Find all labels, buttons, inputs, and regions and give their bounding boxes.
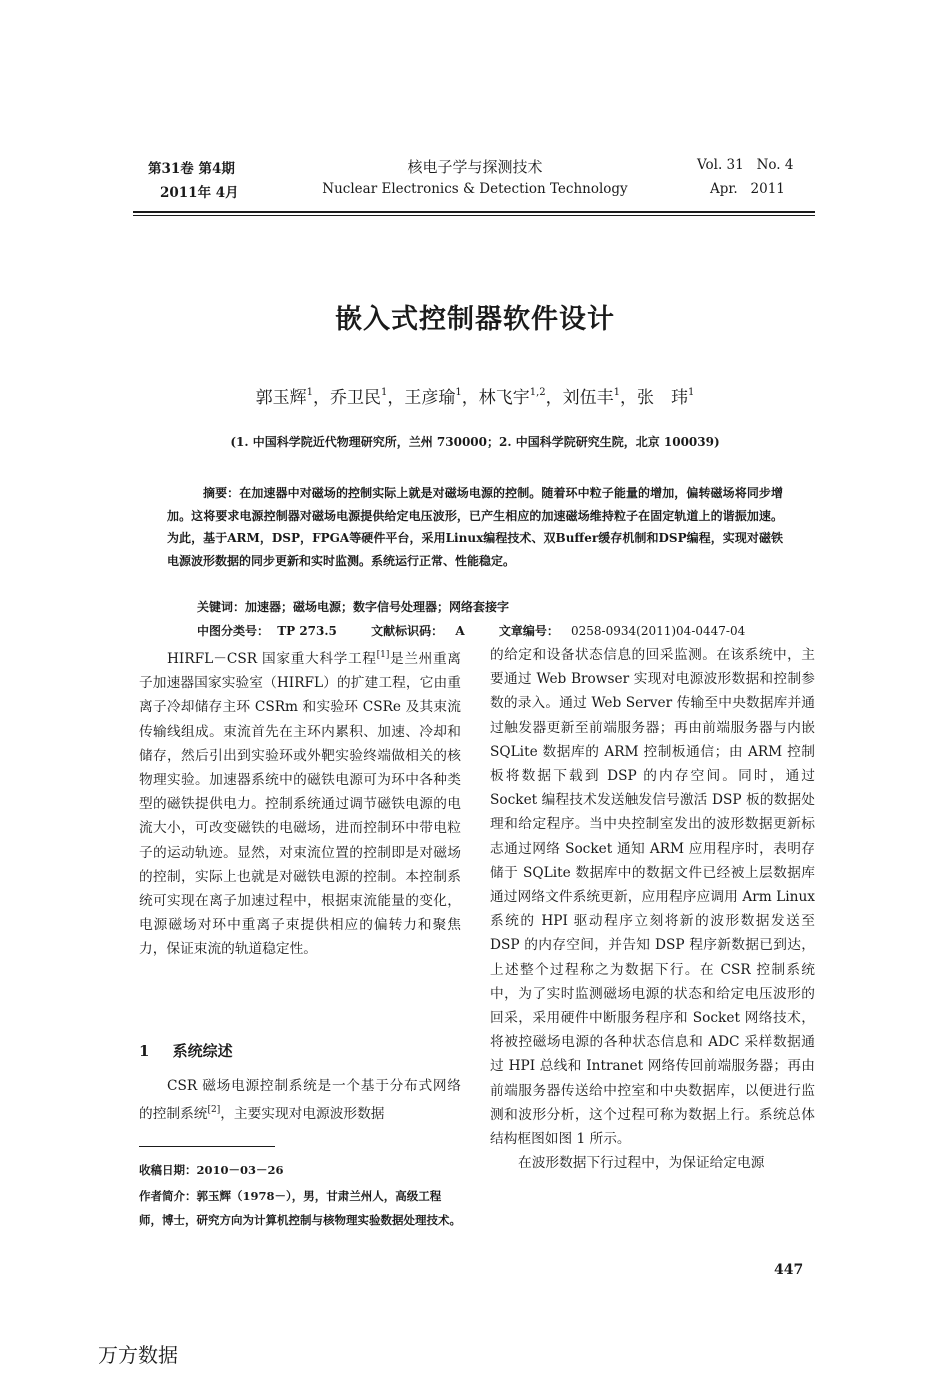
- doc-value: A: [455, 624, 465, 638]
- clc-value: TP 273.5: [277, 624, 337, 638]
- abstract-label: 摘要：: [203, 486, 240, 500]
- citation: [1]: [376, 650, 390, 660]
- journal-title-cn: 核电子学与探测技术: [407, 158, 543, 176]
- paragraph: CSR 磁场电源控制系统是一个基于分布式网络的控制系统[2]，主要实现对电源波形数据: [139, 1078, 461, 1123]
- section-number: 1: [139, 1042, 150, 1060]
- header-rule-thin: [133, 215, 815, 216]
- author: 刘伍丰$^1$，: [562, 387, 638, 408]
- volume-issue: 第31卷 第4期: [148, 161, 235, 177]
- author: 林飞宇$^{1,2}$，: [478, 387, 563, 408]
- author: 郭玉辉$^1$，: [255, 387, 330, 408]
- affiliations: (1. 中国科学院近代物理研究所，兰州 730000；2. 中国科学院研究生院，北京 100039): [230, 435, 720, 449]
- section-title: 系统综述: [172, 1042, 233, 1060]
- footnote-rule: [139, 1146, 275, 1147]
- art-value: 0258-0934(2011)04-0447-04: [571, 624, 746, 638]
- watermark: 万方数据: [98, 1343, 178, 1367]
- citation: [2]: [207, 1105, 221, 1116]
- body-left-column-cont: [139, 1074, 461, 1126]
- clc-label: 中图分类号：: [197, 624, 270, 638]
- paragraph: 的给定和设备状态信息的回采监测。在该系统中，主要通过 Web Browser 实现对电源波形数据和控制参数的录入。通过 Web Server 传输至中央数据库并通过触发器更新至前端服务器；再由前端服务器与内嵌 SQLite 数据库的 ARM 控制板通信；由 ARM 控制板将数据下载到 DSP 的内存空间。同时，通过 Socket 编程技术发送触发信号激活 DSP 板的数据处理和给定程序。当中央控制室发出的波形数据更新标志通过网络 Socket 通知 ARM 应用程序时，表明存储于 SQLite 数据库中的数据文件已经被上层数据库通过网络文件系统更新，应用程序应调用 Arm Linux 系统的 HPI 驱动程序立刻将新的波形数据发送至 DSP 的内存空间，并告知 DSP 程序新数据已到达，上述整个过程称之为数据下行。在 CSR 控制系统中，为了实时监测磁场电源的状态和给定电压波形的回采，采用硬件中断服务程序和 Socket 网络技术，将被控磁场电源的各种状态信息和 ADC 采样数据通过 HPI 总线和 Intranet 网络传回前端服务器；再由前端服务器传送给中控室和中央数据库，以便进行监测和波形分析，这个过程可称为数据上行。系统总体结构框图如图 1 所示。: [490, 647, 815, 1148]
- date-en: Apr. 2011: [710, 181, 785, 197]
- author: 张 玮$^1$: [637, 387, 695, 408]
- footnote-bio: 作者简介：郭玉辉（1978－），男，甘肃兰州人，高级工程师，博士，研究方向为计算机控制与核物理实验数据处理技术。: [139, 1189, 461, 1227]
- doc-label: 文献标识码：: [371, 624, 444, 638]
- author-list: [0, 383, 950, 408]
- author: 乔卫民$^1$，: [329, 387, 405, 408]
- section-heading: [139, 1040, 233, 1061]
- header-rule-thick: [133, 211, 815, 213]
- body-right-column: [490, 643, 815, 1175]
- paragraph: HIRFL－CSR 国家重大科学工程[1]是兰州重离子加速器国家实验室（HIRFL）的扩建工程，它由重离子冷却储存主环 CSRm 和实验环 CSRe 及其束流传输线组成。束流首先在主环内累积、加速、冷却和储存，然后引出到实验环或外靶实验终端做相关的核物理实验。加速器系统中的磁铁电源可为环中各种类型的磁铁提供电力。控制系统通过调节磁铁电源的电流大小，可改变磁铁的电磁场，进而控制环中带电粒子的运动轨迹。显然，对束流位置的控制即是对磁场的控制，实际上也就是对磁铁电源的控制。本控制系统可实现在离子加速过程中，根据束流能量的变化，电源磁场对环中重离子束提供相应的偏转力和聚焦力，保证束流的轨道稳定性。: [139, 650, 461, 958]
- abstract: [167, 482, 783, 573]
- paper-title: 嵌入式控制器软件设计: [335, 304, 615, 335]
- keywords: 关键词：加速器；磁场电源；数字信号处理器；网络套接字: [197, 600, 510, 614]
- footnote-received: 收稿日期：2010－03－26: [139, 1163, 284, 1177]
- classification: [197, 622, 745, 639]
- date-cn: 2011年 4月: [160, 185, 239, 201]
- paragraph: 在波形数据下行过程中，为保证给定电源: [518, 1155, 765, 1172]
- author: 王彦瑜$^1$，: [404, 387, 479, 408]
- vol-no: Vol. 31 No. 4: [697, 157, 794, 173]
- abstract-text: 在加速器中对磁场的控制实际上就是对磁场电源的控制。随着环中粒子能量的增加，偏转磁场将同步增加。这将要求电源控制器对磁场电源提供给定电压波形，已产生相应的加速磁场维持粒子在固定轨道上的谐振加速。为此，基于ARM，DSP，FPGA等硬件平台，采用Linux编程技术、双Buffer缓存机制和DSP编程，实现对磁铁电源波形数据的同步更新和实时监测。系统运行正常、性能稳定。: [167, 486, 783, 569]
- page-number: 447: [774, 1262, 804, 1278]
- body-left-column: [139, 643, 461, 962]
- journal-title-en: Nuclear Electronics & Detection Technology: [322, 181, 628, 197]
- art-label: 文章编号：: [498, 624, 559, 638]
